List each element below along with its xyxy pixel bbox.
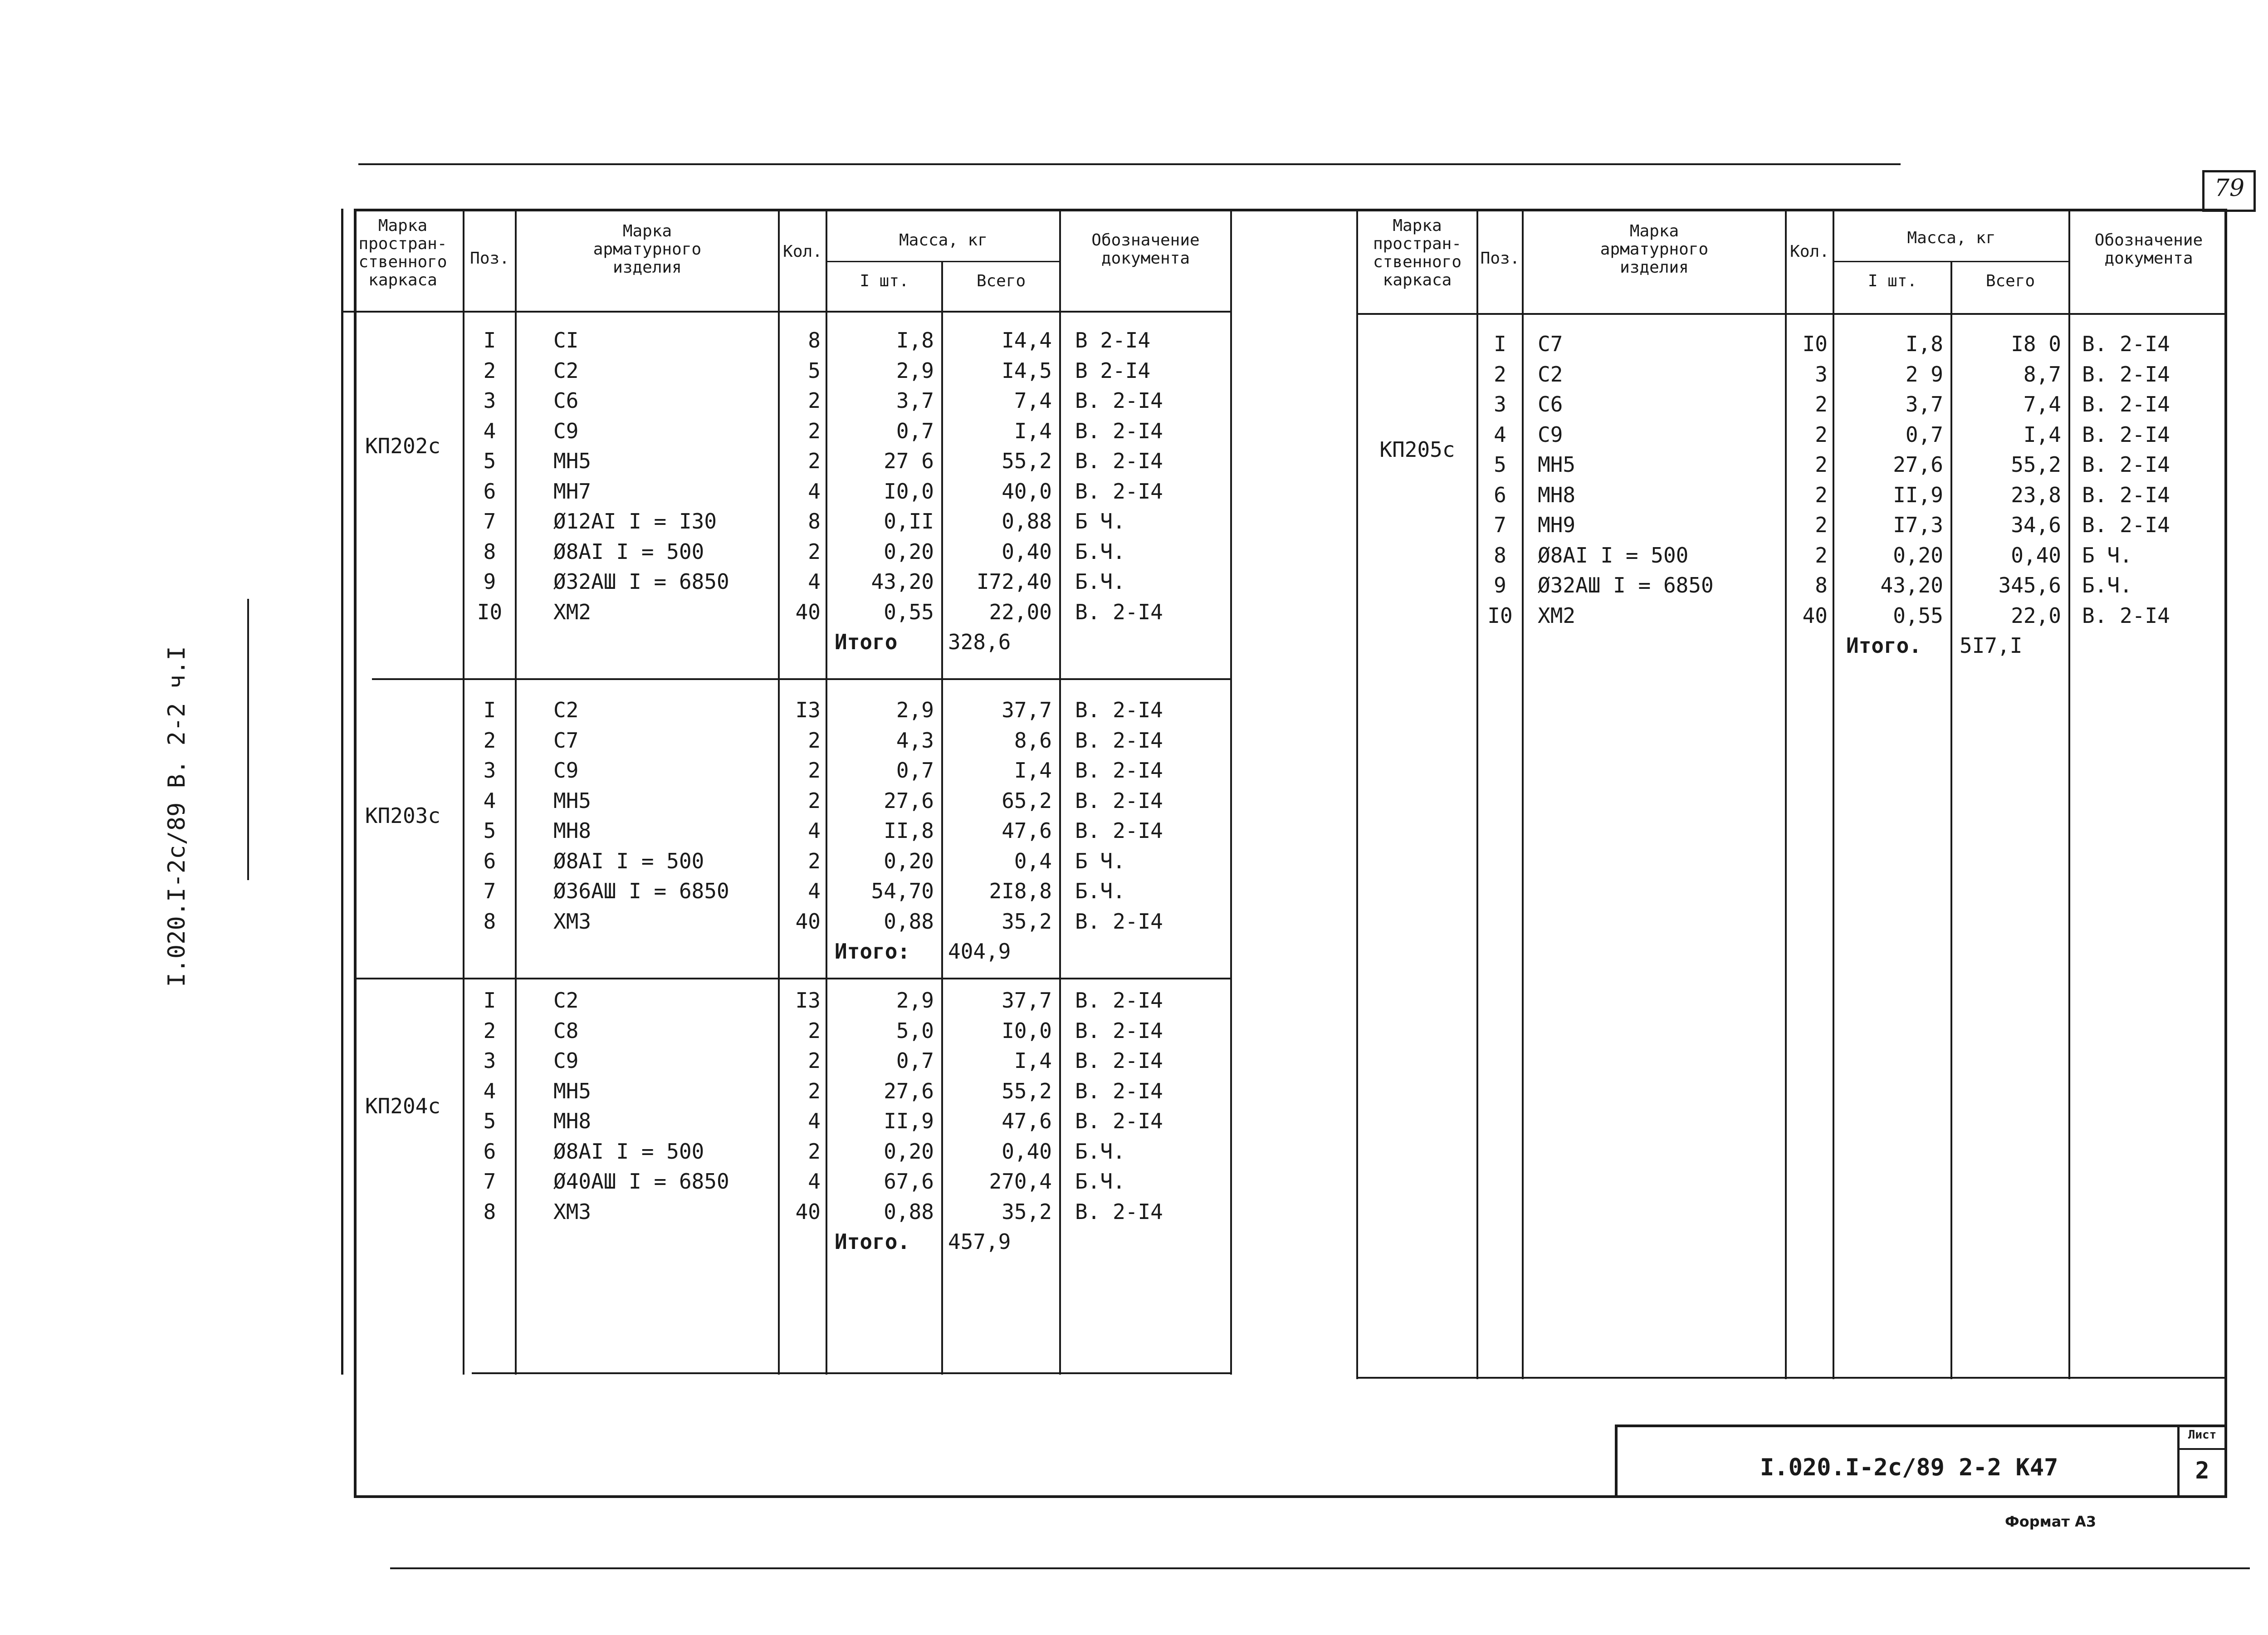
row-mass-unit: 43,20 xyxy=(871,569,934,594)
row-pos: 4 xyxy=(483,788,496,813)
row-doc: В. 2-I4 xyxy=(2082,482,2170,507)
row-doc: В. 2-I4 xyxy=(1075,698,1163,722)
row-pos: 6 xyxy=(483,848,496,873)
row-pos: 6 xyxy=(483,1139,496,1164)
row-qty: 4 xyxy=(808,1109,821,1133)
left-col-line xyxy=(1059,209,1061,1375)
row-qty: 2 xyxy=(808,728,821,753)
row-pos: 7 xyxy=(483,1169,496,1194)
row-product: МН5 xyxy=(553,1078,591,1103)
row-pos: 3 xyxy=(1494,392,1506,416)
frame-mark: КП203с xyxy=(365,803,441,828)
row-qty: 2 xyxy=(808,449,821,473)
row-product: МН8 xyxy=(553,1109,591,1133)
row-product: C7 xyxy=(1538,332,1563,356)
row-pos: 5 xyxy=(483,818,496,843)
page-number: 79 xyxy=(2214,175,2245,202)
row-mass-unit: 0,20 xyxy=(884,539,934,564)
row-mass-total: I,4 xyxy=(1014,1048,1052,1073)
row-product: C9 xyxy=(553,758,579,783)
row-qty: 8 xyxy=(1815,573,1828,597)
row-product: C9 xyxy=(553,418,579,443)
hdr-mass: Масса, кг xyxy=(1907,229,1996,247)
row-product: ХМ3 xyxy=(553,1199,591,1224)
row-mass-unit: 0,55 xyxy=(884,599,934,624)
row-mass-unit: 0,7 xyxy=(896,418,934,443)
row-pos: 2 xyxy=(483,728,496,753)
row-pos: 2 xyxy=(1494,362,1506,387)
row-mass-total: I,4 xyxy=(1014,418,1052,443)
row-mass-total: 55,2 xyxy=(1002,1078,1052,1103)
row-pos: 5 xyxy=(483,449,496,473)
row-mass-total: 0,40 xyxy=(1002,1139,1052,1164)
row-pos: 4 xyxy=(483,1078,496,1103)
left-col-line xyxy=(515,209,517,1375)
row-mass-total: 22,00 xyxy=(989,599,1052,624)
row-product: Ø32AШ I = 6850 xyxy=(1538,573,1714,597)
row-doc: В. 2-I4 xyxy=(1075,988,1163,1013)
row-product: Ø8AI I = 500 xyxy=(553,1139,704,1164)
row-mass-total: 270,4 xyxy=(989,1169,1052,1194)
side-rule xyxy=(247,599,249,880)
row-product: Ø32AШ I = 6850 xyxy=(553,569,729,594)
row-product: МН5 xyxy=(1538,452,1576,477)
row-qty: 2 xyxy=(1815,422,1828,447)
row-pos: 8 xyxy=(483,909,496,934)
row-qty: 2 xyxy=(808,418,821,443)
row-product: C2 xyxy=(553,358,579,383)
row-mass-total: I,4 xyxy=(1014,758,1052,783)
left-col-line xyxy=(341,209,343,1375)
row-product: ХМ2 xyxy=(553,599,591,624)
row-qty: 40 xyxy=(795,599,821,624)
row-product: МН9 xyxy=(1538,513,1576,537)
row-mass-unit: I,8 xyxy=(1905,332,1943,356)
hdr-mass-total: Всего xyxy=(1985,272,2035,290)
row-product: ХМ3 xyxy=(553,909,591,934)
row-mass-unit: 0,II xyxy=(884,509,934,534)
row-mass-total: 0,40 xyxy=(1002,539,1052,564)
row-product: ХМ2 xyxy=(1538,603,1576,628)
row-doc: В. 2-I4 xyxy=(1075,1018,1163,1043)
total-label: Итого: xyxy=(835,939,910,964)
row-mass-total: 23,8 xyxy=(2011,482,2061,507)
row-qty: I3 xyxy=(795,698,821,722)
row-doc: В. 2-I4 xyxy=(1075,1078,1163,1103)
top-rule xyxy=(358,163,1901,165)
row-pos: 7 xyxy=(483,879,496,903)
left-col-line xyxy=(1230,209,1232,1375)
total-label: Итого. xyxy=(1846,633,1922,658)
row-mass-unit: 2,9 xyxy=(896,698,934,722)
row-qty: 2 xyxy=(808,788,821,813)
row-product: Ø8AI I = 500 xyxy=(1538,543,1689,568)
hdr-doc: Обозначение документа xyxy=(2094,231,2203,268)
row-doc: Б Ч. xyxy=(1075,509,1125,534)
row-mass-unit: 0,7 xyxy=(896,758,934,783)
row-product: C6 xyxy=(553,388,579,413)
hdr-mass-unit: I шт. xyxy=(1867,272,1917,290)
row-qty: 2 xyxy=(808,539,821,564)
hdr-qty: Кол. xyxy=(783,242,822,261)
hdr-mass: Масса, кг xyxy=(899,231,988,250)
row-mass-unit: 0,7 xyxy=(1905,422,1943,447)
hdr-mass-total: Всего xyxy=(976,272,1026,290)
row-product: Ø8AI I = 500 xyxy=(553,539,704,564)
row-product: МН7 xyxy=(553,479,591,504)
row-pos: 8 xyxy=(483,539,496,564)
row-qty: 2 xyxy=(808,1139,821,1164)
hdr-qty: Кол. xyxy=(1790,242,1829,261)
row-mass-total: 0,40 xyxy=(2011,543,2061,568)
row-product: C8 xyxy=(553,1018,579,1043)
row-product: МН5 xyxy=(553,449,591,473)
row-mass-total: 34,6 xyxy=(2011,513,2061,537)
row-doc: Б Ч. xyxy=(1075,848,1125,873)
title-block-hline xyxy=(2177,1448,2227,1450)
row-product: C9 xyxy=(1538,422,1563,447)
hdr-pos: Поз. xyxy=(470,249,509,268)
total-value: 328,6 xyxy=(948,630,1011,654)
row-product: Ø12AI I = I30 xyxy=(553,509,717,534)
format-label: Формат А3 xyxy=(2005,1513,2097,1530)
hdr-doc: Обозначение документа xyxy=(1091,231,1200,268)
row-mass-unit: 43,20 xyxy=(1880,573,1943,597)
row-pos: 6 xyxy=(1494,482,1506,507)
row-pos: 5 xyxy=(1494,452,1506,477)
row-mass-unit: 2 9 xyxy=(1905,362,1943,387)
row-doc: В. 2-I4 xyxy=(1075,388,1163,413)
row-mass-unit: II,8 xyxy=(884,818,934,843)
hdr-pos: Поз. xyxy=(1480,249,1520,268)
row-mass-total: 47,6 xyxy=(1002,818,1052,843)
row-mass-total: 47,6 xyxy=(1002,1109,1052,1133)
row-product: МН8 xyxy=(1538,482,1576,507)
row-doc: Б.Ч. xyxy=(1075,1169,1125,1194)
row-qty: 4 xyxy=(808,879,821,903)
row-product: C9 xyxy=(553,1048,579,1073)
row-pos: 9 xyxy=(1494,573,1506,597)
row-pos: 3 xyxy=(483,758,496,783)
hdr-product-mark: Марка арматурного изделия xyxy=(1600,222,1709,277)
row-mass-total: 7,4 xyxy=(1014,388,1052,413)
group-separator xyxy=(372,678,1230,680)
row-qty: 40 xyxy=(795,1199,821,1224)
row-mass-unit: 0,7 xyxy=(896,1048,934,1073)
group-separator xyxy=(354,978,1230,979)
row-pos: 7 xyxy=(1494,513,1506,537)
row-doc: Б.Ч. xyxy=(1075,879,1125,903)
row-doc: В. 2-I4 xyxy=(1075,909,1163,934)
row-pos: I0 xyxy=(477,599,503,624)
row-product: МН8 xyxy=(553,818,591,843)
row-mass-unit: I0,0 xyxy=(884,479,934,504)
total-value: 5I7,I xyxy=(1960,633,2023,658)
row-pos: 8 xyxy=(1494,543,1506,568)
hdr-mass-unit: I шт. xyxy=(860,272,909,290)
frame-mark: КП204с xyxy=(365,1093,441,1118)
total-value: 457,9 xyxy=(948,1229,1011,1254)
title-block-code: I.020.I-2с/89 2-2 К47 xyxy=(1760,1454,2058,1481)
row-mass-total: 37,7 xyxy=(1002,988,1052,1013)
row-mass-unit: 0,20 xyxy=(884,848,934,873)
right-col-line xyxy=(1356,209,1358,1379)
row-mass-unit: 4,3 xyxy=(896,728,934,753)
row-pos: I xyxy=(1494,332,1506,356)
row-doc: В. 2-I4 xyxy=(1075,418,1163,443)
right-col-line xyxy=(2068,209,2070,1379)
row-mass-total: I8 0 xyxy=(2011,332,2061,356)
row-mass-unit: I7,3 xyxy=(1893,513,1943,537)
row-doc: В. 2-I4 xyxy=(2082,362,2170,387)
row-product: Ø8AI I = 500 xyxy=(553,848,704,873)
row-product: Ø36AШ I = 6850 xyxy=(553,879,729,903)
row-doc: В. 2-I4 xyxy=(1075,818,1163,843)
row-qty: 2 xyxy=(1815,392,1828,416)
sheet-label: Лист xyxy=(2188,1428,2217,1442)
row-mass-unit: 2,9 xyxy=(896,988,934,1013)
row-doc: В. 2-I4 xyxy=(1075,788,1163,813)
frame-mark: КП202с xyxy=(365,433,441,458)
row-doc: В. 2-I4 xyxy=(1075,758,1163,783)
row-mass-total: 40,0 xyxy=(1002,479,1052,504)
row-doc: Б.Ч. xyxy=(1075,569,1125,594)
row-doc: В 2-I4 xyxy=(1075,358,1151,383)
row-product: МН5 xyxy=(553,788,591,813)
row-product: CI xyxy=(553,328,579,352)
row-qty: 8 xyxy=(808,328,821,352)
row-mass-unit: I,8 xyxy=(896,328,934,352)
row-doc: В. 2-I4 xyxy=(1075,1048,1163,1073)
row-mass-unit: II,9 xyxy=(884,1109,934,1133)
row-qty: 2 xyxy=(808,848,821,873)
row-mass-unit: 3,7 xyxy=(1905,392,1943,416)
row-mass-total: I4,4 xyxy=(1002,328,1052,352)
row-doc: В. 2-I4 xyxy=(2082,513,2170,537)
row-mass-total: 8,7 xyxy=(2023,362,2061,387)
row-qty: 2 xyxy=(1815,452,1828,477)
row-mass-unit: 0,20 xyxy=(884,1139,934,1164)
row-doc: В. 2-I4 xyxy=(1075,1199,1163,1224)
left-table-bottom xyxy=(472,1372,1230,1374)
row-mass-total: 8,6 xyxy=(1014,728,1052,753)
row-mass-total: 37,7 xyxy=(1002,698,1052,722)
row-mass-unit: 0,88 xyxy=(884,1199,934,1224)
row-pos: 2 xyxy=(483,358,496,383)
row-mass-unit: 54,70 xyxy=(871,879,934,903)
row-qty: 8 xyxy=(808,509,821,534)
row-pos: 2 xyxy=(483,1018,496,1043)
row-pos: 4 xyxy=(1494,422,1506,447)
row-mass-unit: II,9 xyxy=(1893,482,1943,507)
row-mass-total: 35,2 xyxy=(1002,909,1052,934)
row-mass-total: 55,2 xyxy=(2011,452,2061,477)
row-mass-unit: 2,9 xyxy=(896,358,934,383)
row-mass-total: I72,40 xyxy=(976,569,1052,594)
row-pos: 5 xyxy=(483,1109,496,1133)
sheet-number: 2 xyxy=(2195,1457,2209,1484)
row-product: C2 xyxy=(553,698,579,722)
row-mass-unit: 0,55 xyxy=(1893,603,1943,628)
total-label: Итого. xyxy=(835,1229,910,1254)
row-doc: В 2-I4 xyxy=(1075,328,1151,352)
row-mass-unit: 27 6 xyxy=(884,449,934,473)
row-qty: 2 xyxy=(1815,543,1828,568)
row-qty: 2 xyxy=(808,1078,821,1103)
row-qty: I0 xyxy=(1802,332,1828,356)
row-mass-unit: 27,6 xyxy=(884,1078,934,1103)
right-header-line xyxy=(1356,313,2227,315)
row-doc: В. 2-I4 xyxy=(1075,479,1163,504)
row-pos: I xyxy=(483,698,496,722)
row-qty: 2 xyxy=(808,1048,821,1073)
row-doc: В. 2-I4 xyxy=(1075,1109,1163,1133)
row-product: C6 xyxy=(1538,392,1563,416)
row-qty: 2 xyxy=(808,388,821,413)
row-pos: I0 xyxy=(1487,603,1513,628)
row-pos: 3 xyxy=(483,388,496,413)
row-pos: 7 xyxy=(483,509,496,534)
row-pos: 9 xyxy=(483,569,496,594)
row-qty: 2 xyxy=(808,758,821,783)
row-pos: I xyxy=(483,328,496,352)
row-mass-total: 55,2 xyxy=(1002,449,1052,473)
row-mass-unit: 3,7 xyxy=(896,388,934,413)
row-doc: В. 2-I4 xyxy=(2082,452,2170,477)
row-qty: I3 xyxy=(795,988,821,1013)
row-mass-total: 65,2 xyxy=(1002,788,1052,813)
row-doc: В. 2-I4 xyxy=(2082,422,2170,447)
row-qty: 2 xyxy=(1815,482,1828,507)
row-doc: Б.Ч. xyxy=(2082,573,2132,597)
row-qty: 4 xyxy=(808,479,821,504)
row-mass-total: 2I8,8 xyxy=(989,879,1052,903)
row-doc: В. 2-I4 xyxy=(1075,449,1163,473)
hdr-frame-mark: Марка простран- ственного каркаса xyxy=(1373,216,1462,289)
row-doc: В. 2-I4 xyxy=(1075,728,1163,753)
row-qty: 4 xyxy=(808,1169,821,1194)
row-mass-total: 7,4 xyxy=(2023,392,2061,416)
row-qty: 5 xyxy=(808,358,821,383)
row-qty: 2 xyxy=(1815,513,1828,537)
bottom-rule xyxy=(390,1567,2250,1569)
left-header-line xyxy=(341,311,1230,313)
row-pos: I xyxy=(483,988,496,1013)
row-mass-unit: 0,88 xyxy=(884,909,934,934)
row-mass-unit: 0,20 xyxy=(1893,543,1943,568)
right-table-bottom xyxy=(1356,1377,2227,1379)
row-mass-unit: 67,6 xyxy=(884,1169,934,1194)
hdr-frame-mark: Марка простран- ственного каркаса xyxy=(358,216,447,289)
row-doc: Б Ч. xyxy=(2082,543,2132,568)
row-mass-total: 0,88 xyxy=(1002,509,1052,534)
frame-mark: КП205с xyxy=(1379,437,1455,462)
row-mass-total: 35,2 xyxy=(1002,1199,1052,1224)
row-qty: 4 xyxy=(808,569,821,594)
row-mass-total: 22,0 xyxy=(2011,603,2061,628)
row-product: Ø40AШ I = 6850 xyxy=(553,1169,729,1194)
right-col-line xyxy=(1522,209,1524,1379)
row-pos: 3 xyxy=(483,1048,496,1073)
row-pos: 8 xyxy=(483,1199,496,1224)
row-mass-unit: 5,0 xyxy=(896,1018,934,1043)
row-pos: 4 xyxy=(483,418,496,443)
row-qty: 40 xyxy=(1802,603,1828,628)
row-mass-unit: 27,6 xyxy=(1893,452,1943,477)
row-qty: 4 xyxy=(808,818,821,843)
total-value: 404,9 xyxy=(948,939,1011,964)
hdr-product-mark: Марка арматурного изделия xyxy=(593,222,702,277)
row-qty: 40 xyxy=(795,909,821,934)
row-product: C2 xyxy=(1538,362,1563,387)
row-mass-total: I4,5 xyxy=(1002,358,1052,383)
row-pos: 6 xyxy=(483,479,496,504)
row-doc: Б.Ч. xyxy=(1075,539,1125,564)
row-mass-unit: 27,6 xyxy=(884,788,934,813)
row-qty: 3 xyxy=(1815,362,1828,387)
side-stamp: I.020.I-2c/89 B. 2-2 ч.I xyxy=(163,646,191,987)
row-mass-total: 345,6 xyxy=(1998,573,2061,597)
row-qty: 2 xyxy=(808,1018,821,1043)
row-product: C7 xyxy=(553,728,579,753)
row-doc: Б.Ч. xyxy=(1075,1139,1125,1164)
row-product: C2 xyxy=(553,988,579,1013)
row-mass-total: I0,0 xyxy=(1002,1018,1052,1043)
row-doc: В. 2-I4 xyxy=(2082,392,2170,416)
row-doc: В. 2-I4 xyxy=(1075,599,1163,624)
row-mass-total: I,4 xyxy=(2023,422,2061,447)
row-mass-total: 0,4 xyxy=(1014,848,1052,873)
total-label: Итого xyxy=(835,630,898,654)
row-doc: В. 2-I4 xyxy=(2082,332,2170,356)
row-doc: В. 2-I4 xyxy=(2082,603,2170,628)
